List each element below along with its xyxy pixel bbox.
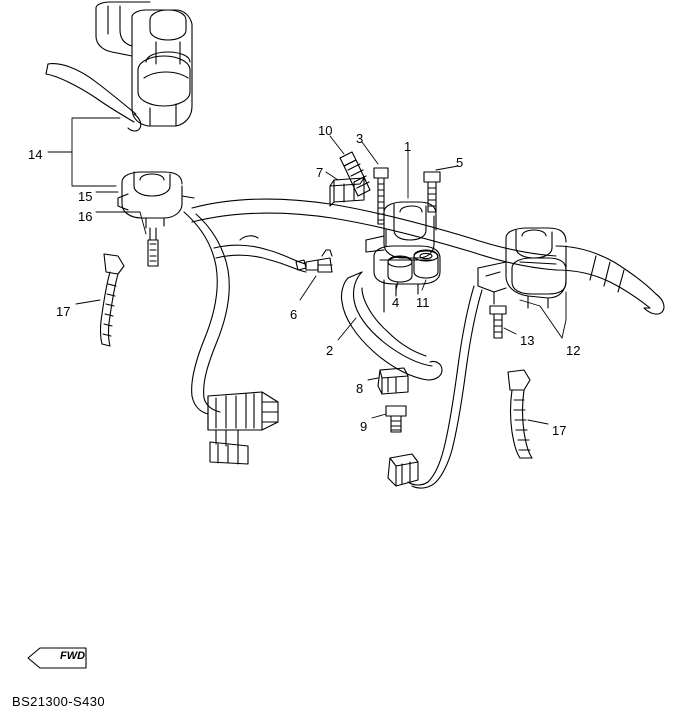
callout-15: 15 <box>78 189 93 204</box>
part-code-label: BS21300-S430 <box>12 694 105 709</box>
callout-17-right: 17 <box>552 423 567 438</box>
callout-4: 4 <box>392 295 400 310</box>
callout-12: 12 <box>566 343 581 358</box>
fwd-direction-label: FWD <box>60 650 86 662</box>
callout-10: 10 <box>318 123 333 138</box>
callout-9: 9 <box>360 419 368 434</box>
callout-6: 6 <box>290 307 298 322</box>
callout-16: 16 <box>78 209 93 224</box>
callout-17-left: 17 <box>56 304 71 319</box>
callout-1: 1 <box>404 139 412 154</box>
callout-13: 13 <box>520 333 535 348</box>
callout-2: 2 <box>326 343 334 358</box>
callout-11: 11 <box>416 295 430 310</box>
callout-3: 3 <box>356 131 364 146</box>
callout-14: 14 <box>28 147 43 162</box>
callout-8: 8 <box>356 381 364 396</box>
callout-7: 7 <box>316 165 324 180</box>
callout-5: 5 <box>456 155 464 170</box>
